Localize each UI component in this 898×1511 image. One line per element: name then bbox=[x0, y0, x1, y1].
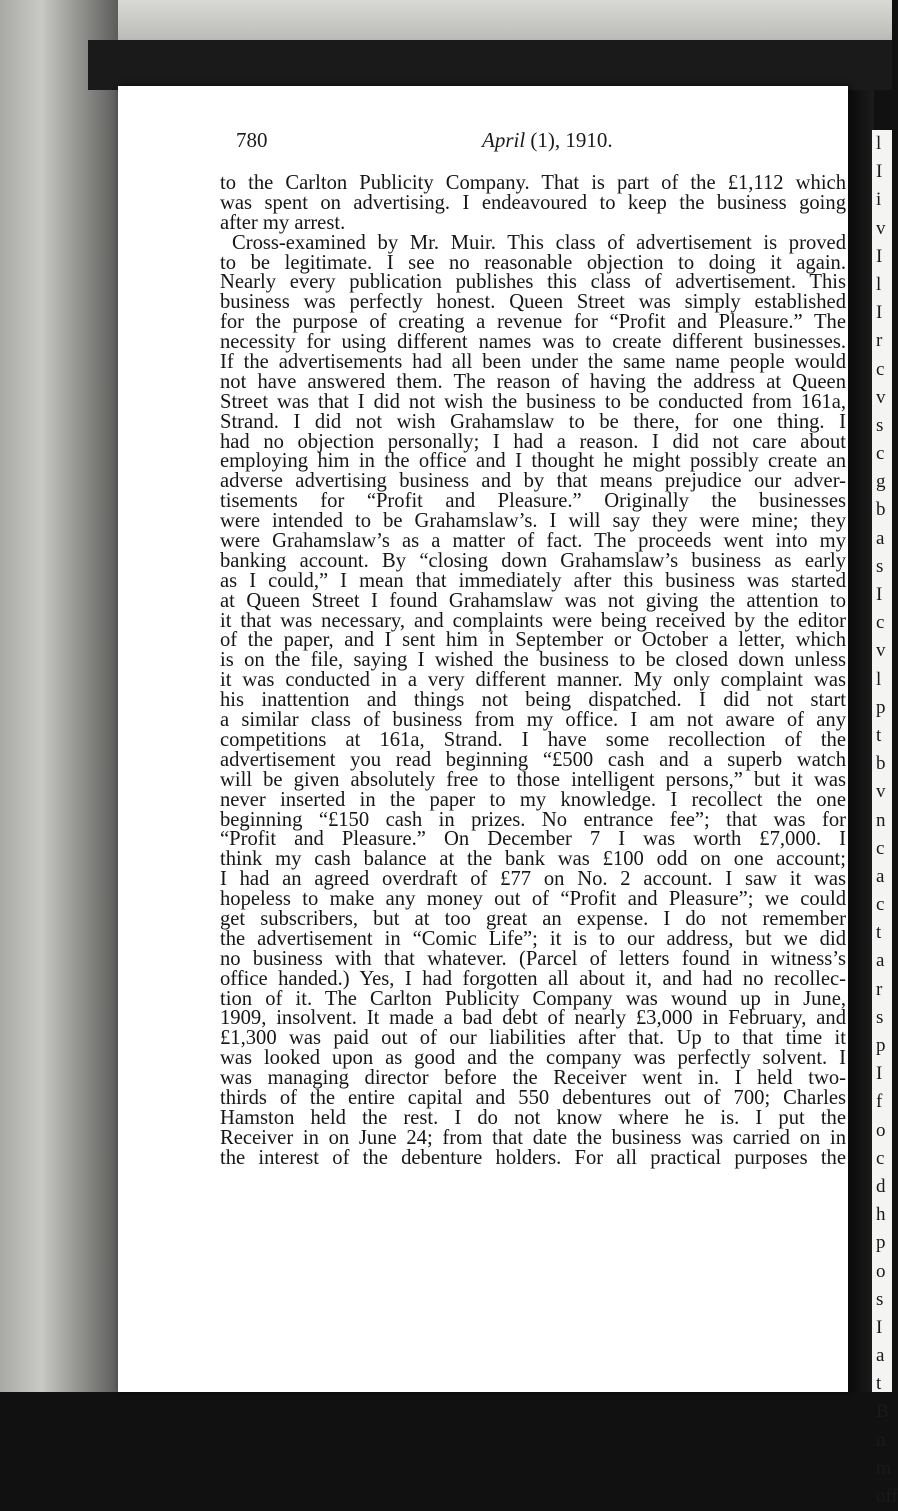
adjacent-page-fragment: o bbox=[876, 1260, 886, 1282]
text-line: get subscribers, but at too great an expense. I do not remember bbox=[220, 907, 846, 930]
adjacent-page-fragment: p bbox=[876, 1035, 886, 1056]
text-line: tisements for “Profit and Pleasure.” Originally the businesses bbox=[220, 490, 846, 513]
adjacent-page-fragment: b bbox=[876, 499, 886, 521]
text-line: banking account. By “closing down Grahamslaw’s business as early bbox=[220, 549, 846, 572]
adjacent-page-fragment: g bbox=[876, 471, 886, 493]
adjacent-page-fragment: I bbox=[876, 584, 883, 605]
text-line: business was perfectly honest. Queen Street was simply established bbox=[220, 291, 846, 314]
adjacent-page-fragment: m bbox=[876, 1457, 891, 1479]
adjacent-page-fragment: h bbox=[876, 1204, 886, 1226]
text-line: competitions at 161a, Strand. I have some recollection of the bbox=[220, 728, 846, 751]
text-line: office handed.) Yes, I had forgotten all about it, and had no recollec- bbox=[220, 967, 846, 990]
text-line: adverse advertising business and by that means prejudice our adver- bbox=[220, 470, 846, 493]
adjacent-page-fragment: a bbox=[876, 1345, 885, 1367]
text-line: were Grahamslaw’s as a matter of fact. The proceeds went into my bbox=[220, 530, 846, 553]
book-gutter bbox=[848, 90, 874, 1392]
scan-left-border bbox=[0, 0, 118, 1392]
text-line: I had an agreed overdraft of £77 on No. 2 account. I saw it was bbox=[220, 868, 846, 891]
text-line: tion of it. The Carlton Publicity Company was wound up in June, bbox=[220, 987, 846, 1010]
text-line: to the Carlton Publicity Company. That is part of the £1,112 which bbox=[220, 172, 846, 194]
text-line: “Profit and Pleasure.” On December 7 I was worth £7,000. I bbox=[220, 828, 846, 851]
text-line: Nearly every publication publishes this class of advertisement. This bbox=[220, 271, 846, 294]
adjacent-page-fragment: c bbox=[876, 358, 885, 380]
text-line: after my arrest. bbox=[220, 211, 346, 234]
adjacent-page-fragment: s bbox=[876, 555, 884, 577]
text-line: was looked upon as good and the company was perfectly solvent. I bbox=[220, 1047, 846, 1070]
adjacent-page-fragment: s bbox=[876, 414, 884, 436]
text-line: necessity for using different names was to create different businesses. bbox=[220, 331, 846, 354]
adjacent-page-fragment: n bbox=[876, 1429, 886, 1451]
adjacent-page-fragment: l bbox=[876, 133, 882, 154]
text-line: it was conducted in a very different manner. My only complaint was bbox=[220, 669, 846, 692]
adjacent-page-fragment: d bbox=[876, 1175, 886, 1197]
adjacent-page-fragment: c bbox=[876, 443, 885, 465]
adjacent-page-fragment: I bbox=[876, 245, 883, 267]
body-text bbox=[220, 174, 846, 1169]
adjacent-page-fragment: a bbox=[876, 950, 885, 972]
text-line: the interest of the debenture holders. For all practical purposes the bbox=[220, 1146, 846, 1169]
text-line: it that was necessary, and complaints were being received by the editor bbox=[220, 609, 846, 632]
running-head-date: April (1), 1910. bbox=[482, 128, 613, 152]
text-line: Hamston held the rest. I do not know where he is. I put the bbox=[220, 1106, 846, 1129]
text-line: not have answered them. The reason of having the address at Queen bbox=[220, 370, 846, 393]
adjacent-page-fragment: p bbox=[876, 1232, 886, 1254]
adjacent-page-fragment: r bbox=[876, 978, 883, 1000]
adjacent-page-fragment: l bbox=[876, 668, 882, 690]
adjacent-page-fragment: o bbox=[876, 1119, 886, 1141]
text-line: to be legitimate. I see no reasonable objection to doing it again. bbox=[220, 251, 846, 274]
page-header bbox=[236, 128, 836, 164]
text-line: his inattention and things not being dispatched. I did not start bbox=[220, 689, 846, 712]
text-line: Strand. I did not wish Grahamslaw to be there, for one thing. I bbox=[220, 410, 846, 433]
text-line: was managing director before the Receiver went in. I held two- bbox=[220, 1067, 846, 1090]
adjacent-page-fragment: B bbox=[876, 1401, 889, 1423]
text-line: at Queen Street I found Grahamslaw was not giving the attention to bbox=[220, 589, 846, 612]
text-line: 1909, insolvent. It made a bad debt of nearly £3,000 in February, and bbox=[220, 1007, 846, 1030]
text-line: a similar class of business from my office. I am not aware of any bbox=[220, 709, 846, 732]
text-line: had no objection personally; I had a reason. I did not care about bbox=[220, 430, 846, 453]
adjacent-page-fragment: v bbox=[876, 386, 886, 408]
adjacent-page-fragment: c bbox=[876, 837, 885, 859]
adjacent-page-fragment: i bbox=[876, 189, 882, 211]
adjacent-page-fragment: off bbox=[876, 1486, 898, 1507]
text-line: as I could,” I mean that immediately after this business was started bbox=[220, 569, 846, 592]
adjacent-page-fragment: t bbox=[876, 922, 882, 944]
adjacent-page-fragment: c bbox=[876, 894, 885, 916]
text-line: think my cash balance at the bank was £100 odd on one account; bbox=[220, 848, 846, 871]
adjacent-page-fragment: f bbox=[876, 1091, 883, 1113]
adjacent-page-fragment: a bbox=[876, 865, 885, 887]
text-line: never inserted in the paper to my knowledge. I recollect the one bbox=[220, 788, 846, 811]
adjacent-page-fragment: s bbox=[876, 1288, 884, 1310]
adjacent-page-fragment: t bbox=[876, 724, 882, 746]
adjacent-page-fragment: I bbox=[876, 302, 883, 324]
adjacent-page-fragment: b bbox=[876, 753, 886, 775]
adjacent-page-fragment: r bbox=[876, 330, 883, 352]
text-line: Cross-examined by Mr. Muir. This class of advertisement is proved bbox=[232, 231, 846, 254]
text-line: for the purpose of creating a revenue for “Profit and Pleasure.” The bbox=[220, 311, 846, 334]
text-line: hopeless to make any money out of “Profit and Pleasure”; we could bbox=[220, 888, 846, 911]
text-line: advertisement you read beginning “£500 cash and a superb watch bbox=[220, 748, 846, 771]
adjacent-page-fragment: t bbox=[876, 1373, 882, 1395]
text-line: no business with that whatever. (Parcel of letters found in witness’s bbox=[220, 947, 846, 970]
adjacent-page-fragment: s bbox=[876, 1006, 884, 1028]
text-line: employing him in the office and I thought he might possibly create an bbox=[220, 450, 846, 473]
adjacent-page-fragment: a bbox=[876, 527, 885, 549]
text-line: If the advertisements had all been under the same name people would bbox=[220, 351, 846, 374]
adjacent-page-fragment: v bbox=[876, 640, 886, 662]
adjacent-page-fragment: n bbox=[876, 809, 886, 831]
text-line: of the paper, and I sent him in September or October a letter, which bbox=[220, 629, 846, 652]
adjacent-page-fragment: I bbox=[876, 161, 883, 183]
adjacent-page-fragment: p bbox=[876, 696, 886, 718]
page-number: 780 bbox=[236, 128, 268, 152]
text-line: beginning “£150 cash in prizes. No entrance fee”; that was for bbox=[220, 808, 846, 831]
text-line: were intended to be Grahamslaw’s. I will say they were mine; they bbox=[220, 510, 846, 533]
text-line: £1,300 was paid out of our liabilities after that. Up to that time it bbox=[220, 1027, 846, 1050]
adjacent-page-fragment: v bbox=[876, 217, 886, 239]
text-line: Street was that I did not wish the business to be conducted from 161a, bbox=[220, 390, 846, 413]
text-line: is on the file, saying I wished the business to be closed down unless bbox=[220, 649, 846, 672]
text-line: Receiver in on June 24; from that date the business was carried on in bbox=[220, 1126, 846, 1149]
adjacent-page-fragment: I bbox=[876, 1316, 883, 1338]
text-line: will be given absolutely free to those intelligent persons,” but it was bbox=[220, 768, 846, 791]
adjacent-page-edge bbox=[872, 130, 898, 1507]
adjacent-page-fragment: v bbox=[876, 781, 886, 803]
adjacent-page-fragment: l bbox=[876, 273, 882, 295]
adjacent-page-fragment: c bbox=[876, 1147, 885, 1169]
scan-dark-band bbox=[88, 40, 892, 90]
text-line: thirds of the entire capital and 550 debentures out of 700; Charles bbox=[220, 1086, 846, 1109]
adjacent-page-fragment: c bbox=[876, 612, 885, 634]
text-line: the advertisement in “Comic Life”; it is to our address, but we did bbox=[220, 927, 846, 950]
text-line: was spent on advertising. I endeavoured to keep the business going bbox=[220, 191, 846, 214]
adjacent-page-fragment: I bbox=[876, 1063, 883, 1085]
